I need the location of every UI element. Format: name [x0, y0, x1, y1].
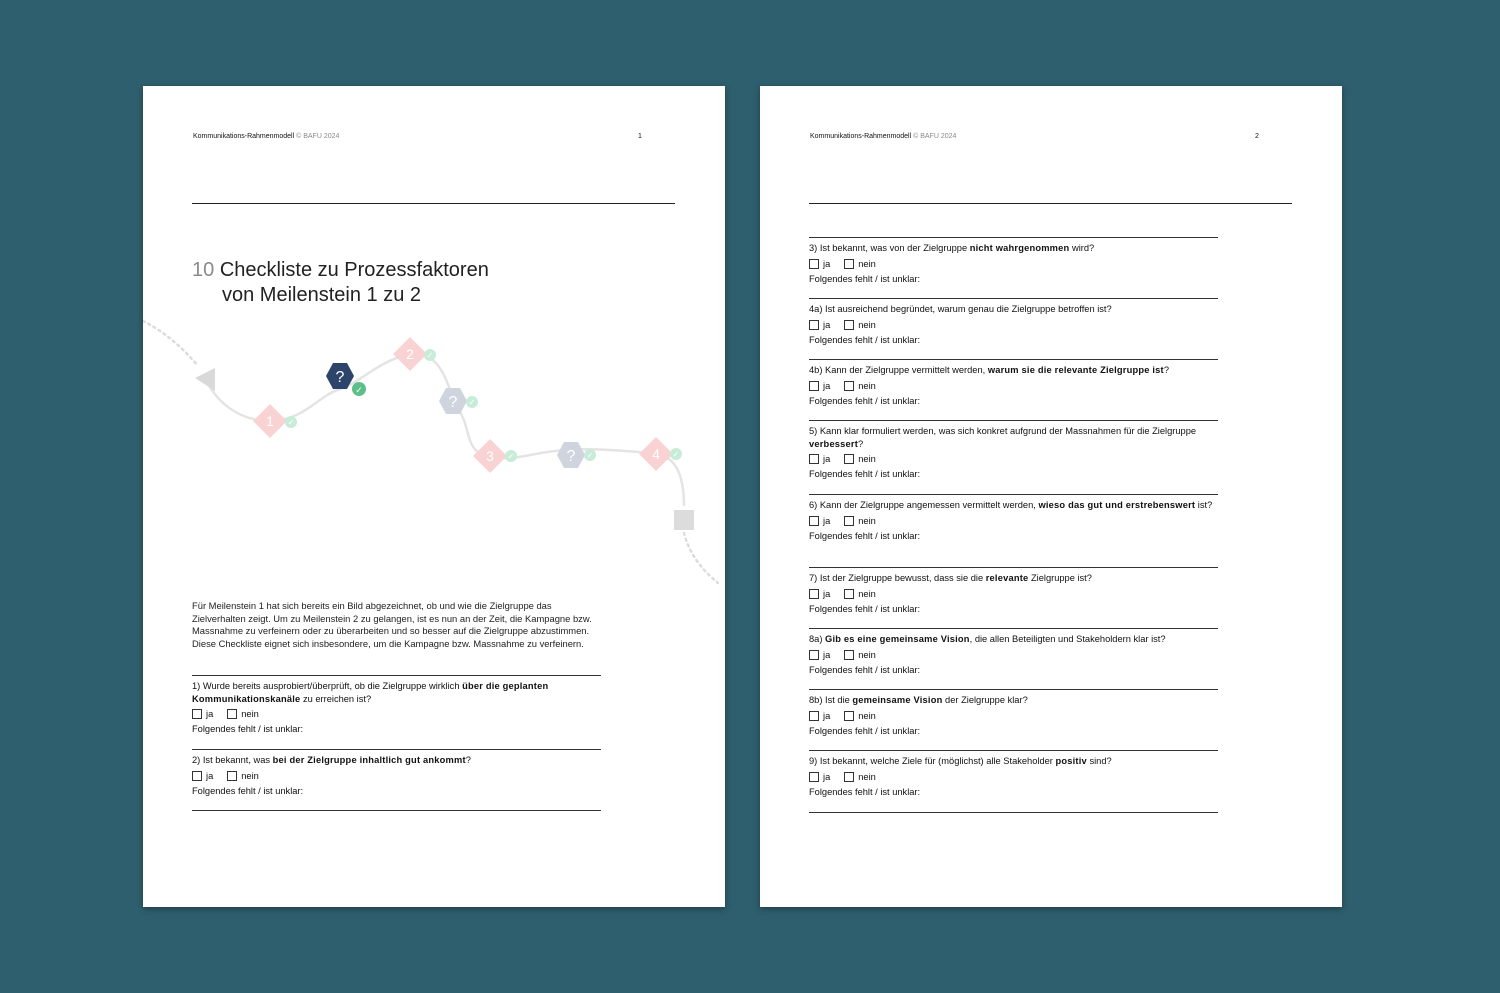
ja-label: ja	[823, 588, 831, 599]
followup-label: Folgendes fehlt / ist unklar:	[192, 785, 304, 796]
followup-label: Folgendes fehlt / ist unklar:	[809, 334, 921, 345]
question-text: 3) Ist bekannt, was von der Zielgruppe nicht wahrgenommen wird?	[809, 243, 1095, 253]
question-text: 6) Kann der Zielgruppe angemessen vermittelt werden, wieso das gut und erstrebenswert ist?	[809, 500, 1213, 510]
ja-label: ja	[823, 319, 831, 330]
ja-label: ja	[206, 770, 214, 781]
nein-checkbox[interactable]	[844, 381, 854, 391]
document-page-2	[760, 86, 1342, 907]
question-text: 8a) Gib es eine gemeinsame Vision, die allen Beteiligten und Stakeholdern klar ist?	[809, 634, 1166, 644]
question-text: 1) Wurde bereits ausprobiert/überprüft, ob die Zielgruppe wirklich über die geplanten Kommunikationskanäle zu erreichen ist?	[192, 681, 549, 704]
title-line-2: von Meilenstein 1 zu 2	[222, 284, 422, 306]
header-doc-title: Kommunikations-Rahmenmodell	[193, 133, 295, 140]
question-block-2	[192, 749, 601, 798]
svg-text:✓: ✓	[586, 451, 594, 460]
followup-label: Folgendes fehlt / ist unklar:	[809, 664, 921, 675]
path-dotted-start	[143, 321, 198, 366]
ja-checkbox[interactable]	[809, 772, 819, 782]
nein-checkbox[interactable]	[844, 454, 854, 464]
followup-label: Folgendes fehlt / ist unklar:	[809, 603, 921, 614]
svg-text:✓: ✓	[355, 386, 363, 396]
question-block-9	[809, 750, 1218, 799]
end-rule	[192, 810, 601, 811]
nein-label: nein	[858, 380, 876, 391]
question-block-7	[809, 567, 1218, 616]
nein-checkbox[interactable]	[844, 711, 854, 721]
ja-label: ja	[206, 709, 214, 719]
milestone-1-label: 1	[266, 413, 274, 429]
ja-checkbox[interactable]	[809, 516, 819, 526]
nein-label: nein	[858, 515, 876, 526]
question-block-8b	[809, 689, 1218, 738]
svg-text:✓: ✓	[287, 418, 295, 427]
ja-label: ja	[823, 710, 831, 721]
question-label: ?	[566, 448, 576, 465]
ja-checkbox[interactable]	[192, 771, 202, 781]
nein-label: nein	[241, 770, 259, 781]
ja-checkbox[interactable]	[809, 454, 819, 464]
ja-checkbox[interactable]	[809, 711, 819, 721]
question-block-4a	[809, 298, 1218, 347]
svg-text:✓: ✓	[468, 398, 476, 407]
svg-text:✓: ✓	[426, 351, 434, 360]
question-text: 7) Ist der Zielgruppe bewusst, dass sie die relevante Zielgruppe ist?	[809, 573, 1092, 583]
followup-label: Folgendes fehlt / ist unklar:	[809, 725, 921, 736]
question-text: 4b) Kann der Zielgruppe vermittelt werden, warum sie die relevante Zielgruppe ist?	[809, 365, 1170, 375]
intro-paragraph: Für Meilenstein 1 hat sich bereits ein Bild abgezeichnet, ob und wie die Zielgruppe das Zielverhalten zeigt. Um zu Meilenstein 2 zu gelangen, ist es nun an der Zeit, die Kampagne bzw. Massnahme zu verfeinern oder zu überarbeiten und so besser auf die Zielgruppe abzustimmen. Diese Checkliste eignet sich insbesondere, um die Kampagne bzw. Massnahme zu verfeinern.	[192, 600, 592, 650]
page-header	[810, 133, 956, 140]
header-rule	[192, 203, 675, 204]
ja-label: ja	[823, 515, 831, 526]
ja-checkbox[interactable]	[809, 589, 819, 599]
nein-label: nein	[858, 258, 876, 269]
path-dotted-end	[684, 533, 718, 583]
nein-checkbox[interactable]	[227, 771, 237, 781]
nein-label: nein	[858, 771, 876, 782]
nein-label: nein	[858, 710, 876, 721]
ja-checkbox[interactable]	[192, 709, 202, 719]
question-text: 4a) Ist ausreichend begründet, warum genau die Zielgruppe betroffen ist?	[809, 304, 1112, 314]
question-label: ?	[335, 369, 345, 386]
milestone-2-label: 2	[406, 346, 414, 362]
svg-text:✓: ✓	[507, 452, 515, 461]
followup-label: Folgendes fehlt / ist unklar:	[809, 273, 921, 284]
end-square-icon	[674, 510, 694, 530]
page-number: 1	[638, 133, 642, 140]
nein-checkbox[interactable]	[844, 589, 854, 599]
milestone-path-diagram	[143, 311, 725, 591]
milestone-3-label: 3	[486, 448, 494, 464]
header-copyright: © BAFU 2024	[296, 133, 340, 140]
nein-checkbox[interactable]	[844, 259, 854, 269]
question-text: 9) Ist bekannt, welche Ziele für (möglichst) alle Stakeholder positiv sind?	[809, 756, 1112, 766]
ja-checkbox[interactable]	[809, 259, 819, 269]
document-page-1	[143, 86, 725, 907]
nein-checkbox[interactable]	[844, 650, 854, 660]
ja-label: ja	[823, 258, 831, 269]
question-text: 8b) Ist die gemeinsame Vision der Zielgruppe klar?	[809, 695, 1028, 705]
nein-checkbox[interactable]	[227, 709, 237, 719]
question-text: 2) Ist bekannt, was bei der Zielgruppe inhaltlich gut ankommt?	[192, 755, 471, 765]
ja-label: ja	[823, 771, 831, 782]
question-block-4b	[809, 359, 1218, 408]
nein-label: nein	[858, 454, 876, 464]
question-block-1	[192, 675, 601, 736]
page-number: 2	[1255, 133, 1259, 140]
header-doc-title: Kommunikations-Rahmenmodell	[810, 133, 912, 140]
ja-checkbox[interactable]	[809, 320, 819, 330]
nein-label: nein	[858, 588, 876, 599]
nein-label: nein	[241, 709, 259, 719]
svg-text:✓: ✓	[672, 450, 680, 459]
question-label: ?	[448, 394, 458, 411]
ja-label: ja	[823, 380, 831, 391]
title-number: 10	[192, 259, 215, 281]
question-block-3	[809, 237, 1218, 286]
nein-label: nein	[858, 649, 876, 660]
end-rule	[809, 812, 1218, 813]
nein-label: nein	[858, 319, 876, 330]
question-block-8a	[809, 628, 1218, 677]
ja-checkbox[interactable]	[809, 650, 819, 660]
followup-label: Folgendes fehlt / ist unklar:	[192, 724, 304, 734]
ja-checkbox[interactable]	[809, 381, 819, 391]
start-arrow-icon	[195, 368, 215, 391]
followup-label: Folgendes fehlt / ist unklar:	[809, 395, 921, 406]
nein-checkbox[interactable]	[844, 516, 854, 526]
question-block-6	[809, 494, 1218, 543]
followup-label: Folgendes fehlt / ist unklar:	[809, 530, 921, 541]
milestone-4-label: 4	[652, 446, 660, 462]
nein-checkbox[interactable]	[844, 320, 854, 330]
question-block-5	[809, 420, 1218, 481]
followup-label: Folgendes fehlt / ist unklar:	[809, 786, 921, 797]
page-title	[192, 258, 489, 308]
question-text: 5) Kann klar formuliert werden, was sich konkret aufgrund der Massnahmen für die Zielgruppe verbessert?	[809, 426, 1197, 449]
title-line-1: Checkliste zu Prozessfaktoren	[219, 259, 489, 281]
page-header	[193, 133, 339, 140]
ja-label: ja	[823, 454, 831, 464]
followup-label: Folgendes fehlt / ist unklar:	[809, 469, 921, 479]
nein-checkbox[interactable]	[844, 772, 854, 782]
header-copyright: © BAFU 2024	[913, 133, 957, 140]
header-rule	[809, 203, 1292, 204]
ja-label: ja	[823, 649, 831, 660]
